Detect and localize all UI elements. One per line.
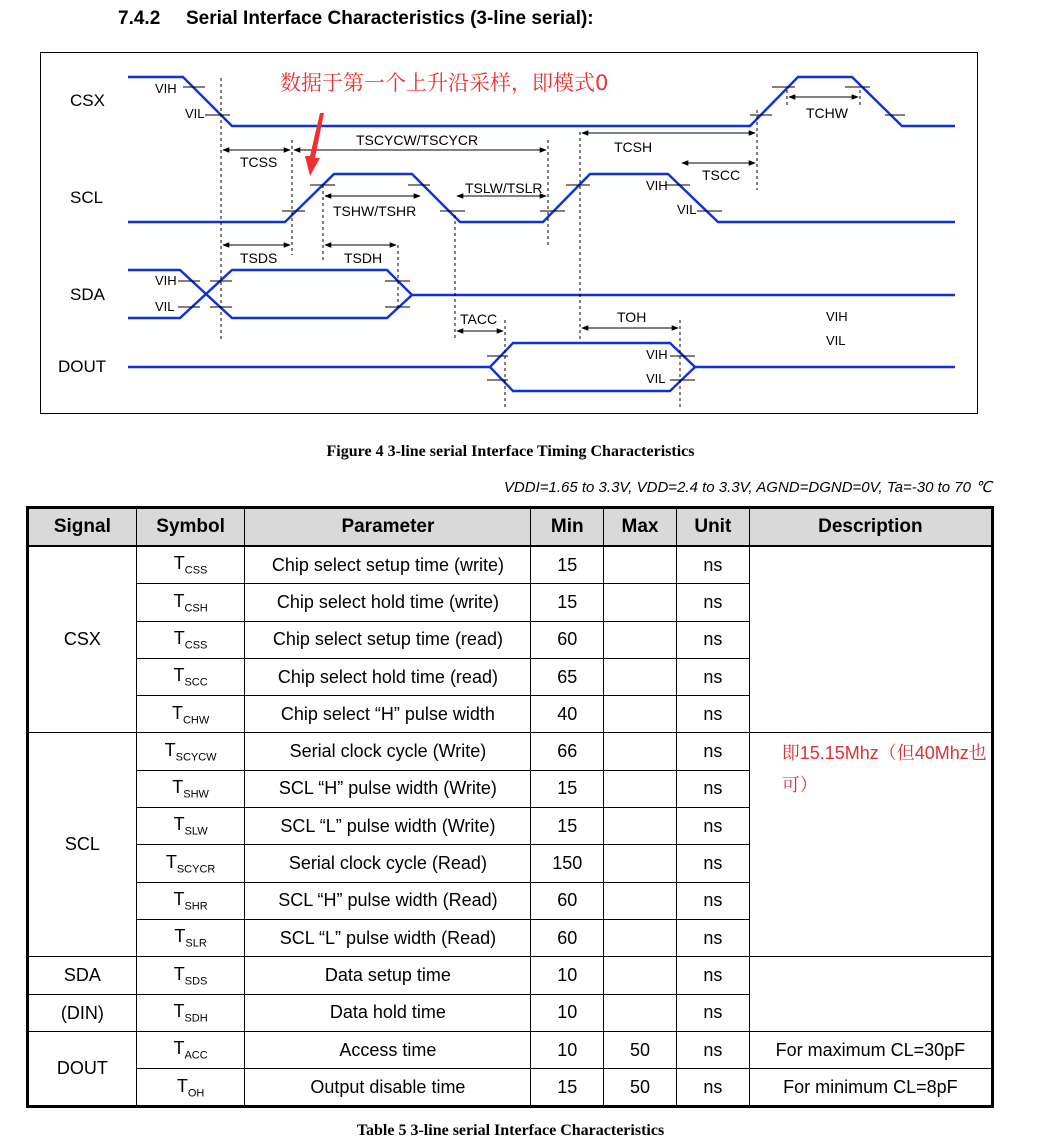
unit-cell: ns xyxy=(676,994,749,1031)
signal-cell-scl: SCL xyxy=(28,733,137,957)
label-tscc: TSCC xyxy=(702,167,741,183)
unit-cell: ns xyxy=(676,1031,749,1068)
signal-label-scl: SCL xyxy=(70,188,104,207)
description-cell-sda xyxy=(749,957,992,1032)
max-cell: 50 xyxy=(604,1031,677,1068)
section-number: 7.4.2 xyxy=(118,8,161,29)
max-cell xyxy=(604,919,677,956)
vil-dout: VIL xyxy=(646,371,666,386)
symbol-cell: $T_{OH}$ xyxy=(136,1069,245,1107)
max-cell xyxy=(604,621,677,658)
min-cell: 15 xyxy=(531,584,604,621)
max-cell xyxy=(604,957,677,994)
symbol-cell: $T_{CSS}$ xyxy=(136,621,245,658)
symbol-cell: $T_{CHW}$ xyxy=(136,696,245,733)
max-cell: 50 xyxy=(604,1069,677,1107)
max-cell xyxy=(604,845,677,882)
min-cell: 60 xyxy=(531,919,604,956)
label-tacc: TACC xyxy=(460,311,498,327)
unit-cell: ns xyxy=(676,1069,749,1107)
max-cell xyxy=(604,733,677,770)
spec-table xyxy=(26,506,994,1108)
label-tsdh: TSDH xyxy=(344,250,383,266)
parameter-cell: Data hold time xyxy=(245,994,531,1031)
scl-frequency-note: 即15.15Mhz（但40Mhz也可） xyxy=(749,733,992,957)
table-caption: Table 5 3-line serial Interface Characteristics xyxy=(356,1122,665,1139)
label-tcsh: TCSH xyxy=(614,139,653,155)
parameter-cell: SCL “H” pulse width (Read) xyxy=(245,882,531,919)
unit-cell: ns xyxy=(676,808,749,845)
unit-cell: ns xyxy=(676,957,749,994)
vil-legend: VIL xyxy=(826,333,846,348)
parameter-cell: Chip select setup time (write) xyxy=(245,546,531,584)
unit-cell: ns xyxy=(676,696,749,733)
unit-cell: ns xyxy=(676,546,749,584)
vil-scl: VIL xyxy=(677,202,697,217)
unit-cell: ns xyxy=(676,845,749,882)
level-ticks xyxy=(178,87,905,380)
parameter-cell: Serial clock cycle (Write) xyxy=(245,733,531,770)
min-cell: 66 xyxy=(531,733,604,770)
min-cell: 60 xyxy=(531,621,604,658)
table-header-row xyxy=(28,508,993,547)
min-cell: 65 xyxy=(531,658,604,695)
min-cell: 10 xyxy=(531,1031,604,1068)
description-cell: For maximum CL=30pF xyxy=(749,1031,992,1068)
max-cell xyxy=(604,808,677,845)
parameter-cell: SCL “L” pulse width (Read) xyxy=(245,919,531,956)
header-min: Min xyxy=(531,508,604,547)
max-cell xyxy=(604,658,677,695)
max-cell xyxy=(604,994,677,1031)
label-tshw: TSHW/TSHR xyxy=(333,203,417,219)
header-symbol: Symbol xyxy=(136,508,245,547)
min-cell: 40 xyxy=(531,696,604,733)
parameter-cell: Data setup time xyxy=(245,957,531,994)
timing-diagram xyxy=(0,0,1050,430)
vih-sda: VIH xyxy=(155,273,177,288)
symbol-cell: $T_{SHW}$ xyxy=(136,770,245,807)
parameter-cell: Chip select setup time (read) xyxy=(245,621,531,658)
unit-cell: ns xyxy=(676,919,749,956)
unit-cell: ns xyxy=(676,658,749,695)
label-tchw: TCHW xyxy=(806,105,848,121)
vih-dout: VIH xyxy=(646,347,668,362)
min-cell: 15 xyxy=(531,808,604,845)
symbol-cell: $T_{CSH}$ xyxy=(136,584,245,621)
max-cell xyxy=(604,882,677,919)
unit-cell: ns xyxy=(676,584,749,621)
min-cell: 10 xyxy=(531,994,604,1031)
parameter-cell: Access time xyxy=(245,1031,531,1068)
label-tsds: TSDS xyxy=(240,250,278,266)
annotation-arrow xyxy=(305,113,324,176)
table-row xyxy=(28,1031,993,1068)
symbol-cell: $T_{SCYCW}$ xyxy=(136,733,245,770)
table-row xyxy=(28,1069,993,1107)
parameter-cell: SCL “H” pulse width (Write) xyxy=(245,770,531,807)
test-conditions: VDDI=1.65 to 3.3V, VDD=2.4 to 3.3V, AGND=DGND=0V, Ta=-30 to 70 ℃ xyxy=(503,479,992,496)
header-max: Max xyxy=(604,508,677,547)
max-cell xyxy=(604,770,677,807)
min-cell: 60 xyxy=(531,882,604,919)
table-row xyxy=(28,733,993,770)
max-cell xyxy=(604,696,677,733)
parameter-cell: Serial clock cycle (Read) xyxy=(245,845,531,882)
signal-cell-dout: DOUT xyxy=(28,1031,137,1107)
sampling-annotation: 数据于第一个上升沿采样，即模式0 xyxy=(280,71,609,95)
signal-label-sda: SDA xyxy=(70,285,105,304)
min-cell: 15 xyxy=(531,546,604,584)
parameter-cell: Chip select “H” pulse width xyxy=(245,696,531,733)
description-cell-csx xyxy=(749,546,992,733)
section-title: Serial Interface Characteristics (3-line serial): xyxy=(186,8,594,29)
symbol-cell: $T_{SCC}$ xyxy=(136,658,245,695)
signal-label-dout: DOUT xyxy=(58,357,107,376)
description-cell: For minimum CL=8pF xyxy=(749,1069,992,1107)
symbol-cell: $T_{SCYCR}$ xyxy=(136,845,245,882)
signal-cell-din: (DIN) xyxy=(28,994,137,1031)
table-row xyxy=(28,546,993,584)
unit-cell: ns xyxy=(676,733,749,770)
signal-cell-sda: SDA xyxy=(28,957,137,994)
table-row xyxy=(28,957,993,994)
symbol-cell: $T_{SLW}$ xyxy=(136,808,245,845)
label-tcss: TCSS xyxy=(240,154,278,170)
vih-scl: VIH xyxy=(646,178,668,193)
header-description: Description xyxy=(749,508,992,547)
max-cell xyxy=(604,584,677,621)
symbol-cell: $T_{SLR}$ xyxy=(136,919,245,956)
symbol-cell: $T_{CSS}$ xyxy=(136,546,245,584)
parameter-cell: Chip select hold time (write) xyxy=(245,584,531,621)
header-parameter: Parameter xyxy=(245,508,531,547)
header-unit: Unit xyxy=(676,508,749,547)
symbol-cell: $T_{SHR}$ xyxy=(136,882,245,919)
symbol-cell: $T_{ACC}$ xyxy=(136,1031,245,1068)
signal-cell-csx: CSX xyxy=(28,546,137,733)
symbol-cell: $T_{SDH}$ xyxy=(136,994,245,1031)
unit-cell: ns xyxy=(676,770,749,807)
vih-legend: VIH xyxy=(826,309,848,324)
label-tscyc: TSCYCW/TSCYCR xyxy=(356,132,479,148)
signal-label-csx: CSX xyxy=(70,91,105,110)
label-toh: TOH xyxy=(617,309,647,325)
unit-cell: ns xyxy=(676,882,749,919)
min-cell: 15 xyxy=(531,770,604,807)
parameter-cell: Chip select hold time (read) xyxy=(245,658,531,695)
parameter-cell: SCL “L” pulse width (Write) xyxy=(245,808,531,845)
max-cell xyxy=(604,546,677,584)
vih-csx-left: VIH xyxy=(155,81,177,96)
min-cell: 10 xyxy=(531,957,604,994)
header-signal: Signal xyxy=(28,508,137,547)
min-cell: 150 xyxy=(531,845,604,882)
symbol-cell: $T_{SDS}$ xyxy=(136,957,245,994)
vil-sda: VIL xyxy=(155,299,175,314)
min-cell: 15 xyxy=(531,1069,604,1107)
parameter-cell: Output disable time xyxy=(245,1069,531,1107)
unit-cell: ns xyxy=(676,621,749,658)
figure-caption: Figure 4 3-line serial Interface Timing Characteristics xyxy=(326,443,695,460)
label-tslw: TSLW/TSLR xyxy=(465,180,543,196)
vil-csx-left: VIL xyxy=(185,106,205,121)
